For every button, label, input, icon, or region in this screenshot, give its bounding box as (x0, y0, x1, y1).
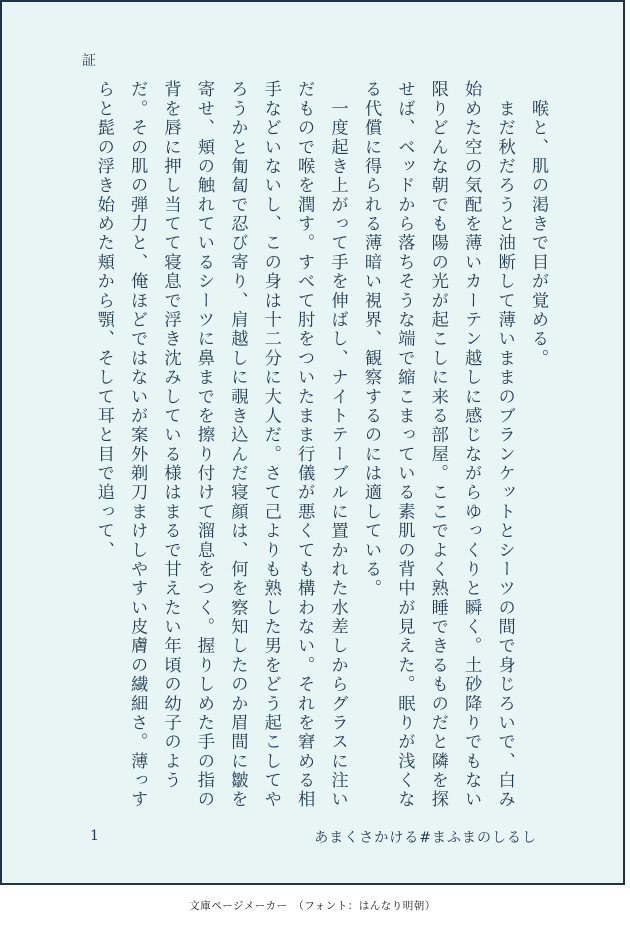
vertical-text-body (74, 80, 554, 810)
generator-credit: 文庫ページメーカー （フォント：はんなり明朝） (189, 900, 436, 912)
paragraph-1: 喉と、肌の渇きで目が覚める。 (528, 80, 548, 368)
chapter-label: 証 (82, 53, 96, 69)
page-number: 1 (90, 828, 99, 844)
series-label: あまくさかける#まふまのしるし (314, 830, 537, 846)
paragraph-2: まだ秋だろうと油断して薄いままのブランケットとシーツの間で身じろいで、白み始めた空の気配を薄いカーテン越しに感じながらゆっくりと瞬く。土砂降りでもない限りどんな朝でも陽の光が起こしに来る部屋。ここでよく熟睡できるものだと隣を探せば、ベッドから落ちそうな端で縮こまっている素肌の背中が見えた。眠りが浅くなる代償に得られる薄暗い視界、観察するのには適している。 (360, 80, 515, 810)
paragraph-3: 一度起き上がって手を伸ばし、ナイトテーブルに置かれた水差しからグラスに注いだもので喉を潤す。すべて肘をついたまま行儀が悪くても構わない。それを窘める相手などいないし、この身は十二分に大人だ。さて己よりも熟した男をどう起こしてやろうかと匍匐で忍び寄り、肩越しに覗き込んだ寝顔は、何を察知したのか眉間に皺を寄せ、頬の触れているシーツに鼻までを擦り付けて溜息をつく。握りしめた手の指の背を唇に押し当てて寝息で浮き沈みしている様はまるで甘えたい年頃の幼子のようだ。その肌の弾力と、俺ほどではないが案外剃刀まけしやすい皮膚の繊細さ。薄っすらと髭の浮き始めた頬から顎、そして耳と目で追って、 (93, 80, 348, 810)
